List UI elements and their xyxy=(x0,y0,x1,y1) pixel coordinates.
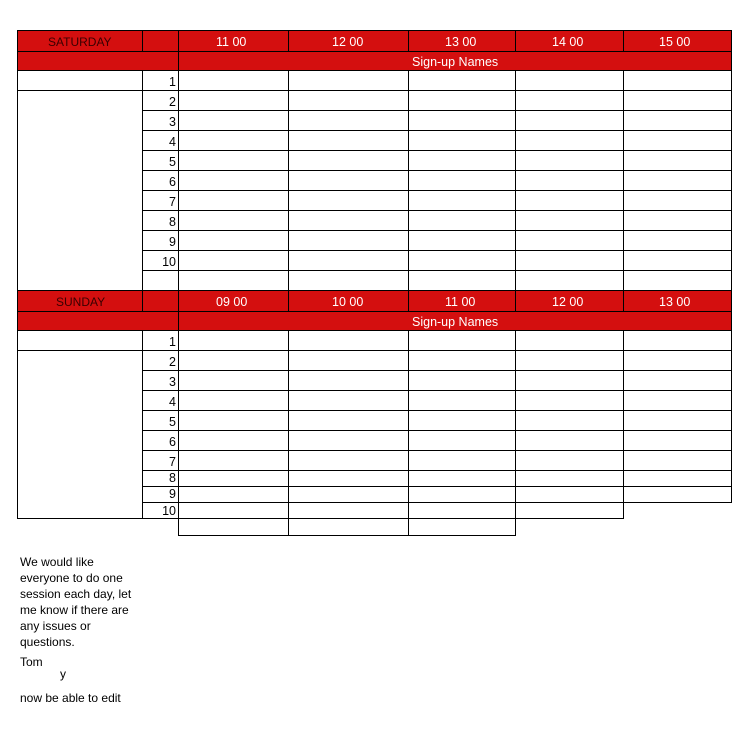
grid-line xyxy=(18,330,731,331)
saturday-row-number: 8 xyxy=(169,215,176,229)
grid-line xyxy=(142,502,731,503)
saturday-header-bar xyxy=(18,31,731,51)
grid-line xyxy=(288,70,289,291)
sunday-row-number: 2 xyxy=(169,355,176,369)
grid-line xyxy=(18,350,731,351)
note-line: We would like xyxy=(20,555,94,569)
grid-line xyxy=(142,130,731,131)
grid-line xyxy=(178,535,516,536)
grid-line xyxy=(142,470,731,471)
grid-line xyxy=(515,330,516,536)
grid-line xyxy=(515,30,516,52)
sunday-row-number: 8 xyxy=(169,471,176,485)
grid-line xyxy=(408,30,409,52)
saturday-row-number: 5 xyxy=(169,155,176,169)
grid-line xyxy=(731,30,732,291)
grid-line xyxy=(17,30,18,291)
saturday-subheader-bar xyxy=(18,52,731,70)
grid-line xyxy=(178,30,179,291)
grid-line xyxy=(17,291,18,519)
note-line: everyone to do one xyxy=(20,571,123,585)
grid-line xyxy=(18,30,731,31)
saturday-day-label: SATURDAY xyxy=(48,35,112,49)
grid-line xyxy=(142,250,731,251)
saturday-row-number: 2 xyxy=(169,95,176,109)
grid-line xyxy=(142,370,731,371)
grid-line xyxy=(142,430,731,431)
sunday-time-3: 11 00 xyxy=(445,295,476,309)
saturday-row-number: 3 xyxy=(169,115,176,129)
grid-line xyxy=(142,291,143,312)
grid-line xyxy=(142,486,731,487)
sunday-time-4: 12 00 xyxy=(552,295,584,309)
sunday-time-5: 13 00 xyxy=(659,295,691,309)
saturday-time-3: 13 00 xyxy=(445,35,477,49)
note-line: any issues or xyxy=(20,619,91,633)
sunday-row-number: 5 xyxy=(169,415,176,429)
sunday-row-number: 7 xyxy=(169,455,176,469)
grid-line xyxy=(18,51,731,52)
note-clipped-glyph: y xyxy=(60,667,66,681)
grid-line xyxy=(408,330,409,536)
sunday-header-bar xyxy=(18,291,731,311)
note-line: session each day, let xyxy=(20,587,132,601)
grid-line xyxy=(623,70,624,291)
grid-line xyxy=(288,291,289,312)
saturday-time-1: 11 00 xyxy=(216,35,247,49)
saturday-row-number: 7 xyxy=(169,195,176,209)
grid-line xyxy=(623,330,624,519)
note-line: questions. xyxy=(20,635,75,649)
saturday-subheader: Sign-up Names xyxy=(412,55,499,69)
grid-line xyxy=(731,291,732,503)
sunday-row-number: 3 xyxy=(169,375,176,389)
sunday-day-label: SUNDAY xyxy=(56,295,106,309)
sunday-row-number: 4 xyxy=(169,395,176,409)
sunday-time-2: 10 00 xyxy=(332,295,364,309)
grid-line xyxy=(142,330,143,519)
grid-line xyxy=(18,311,731,312)
saturday-row-number: 10 xyxy=(162,255,176,269)
grid-line xyxy=(142,110,731,111)
note-partial-line: now be able to edit xyxy=(20,691,121,705)
saturday-time-2: 12 00 xyxy=(332,35,364,49)
sunday-subheader-bar xyxy=(18,312,731,330)
grid-line xyxy=(623,30,624,52)
saturday-row-number: 6 xyxy=(169,175,176,189)
saturday-time-4: 14 00 xyxy=(552,35,584,49)
grid-line xyxy=(515,70,516,291)
grid-line xyxy=(18,70,731,71)
saturday-time-5: 15 00 xyxy=(659,35,691,49)
grid-line xyxy=(142,410,731,411)
grid-line xyxy=(408,70,409,291)
grid-line xyxy=(142,210,731,211)
grid-line xyxy=(142,450,731,451)
grid-line xyxy=(288,30,289,52)
grid-line xyxy=(623,291,624,312)
saturday-row-number: 4 xyxy=(169,135,176,149)
grid-line xyxy=(142,70,143,291)
saturday-row-number: 9 xyxy=(169,235,176,249)
grid-line xyxy=(18,518,624,519)
grid-line xyxy=(408,291,409,312)
sunday-subheader: Sign-up Names xyxy=(412,315,499,329)
grid-line xyxy=(515,291,516,312)
sunday-time-1: 09 00 xyxy=(216,295,248,309)
note-signature: Tom xyxy=(20,655,43,669)
grid-line xyxy=(178,291,179,536)
sunday-row-number: 1 xyxy=(169,335,176,349)
grid-line xyxy=(142,170,731,171)
grid-line xyxy=(18,90,731,91)
grid-line xyxy=(142,150,731,151)
grid-line xyxy=(142,30,143,52)
sunday-row-number: 6 xyxy=(169,435,176,449)
grid-line xyxy=(142,190,731,191)
note-line: me know if there are xyxy=(20,603,129,617)
grid-line xyxy=(142,230,731,231)
saturday-row-number: 1 xyxy=(169,75,176,89)
grid-line xyxy=(288,330,289,536)
sunday-row-number: 10 xyxy=(162,504,176,518)
grid-line xyxy=(142,270,731,271)
sunday-row-number: 9 xyxy=(169,487,176,501)
grid-line xyxy=(142,390,731,391)
